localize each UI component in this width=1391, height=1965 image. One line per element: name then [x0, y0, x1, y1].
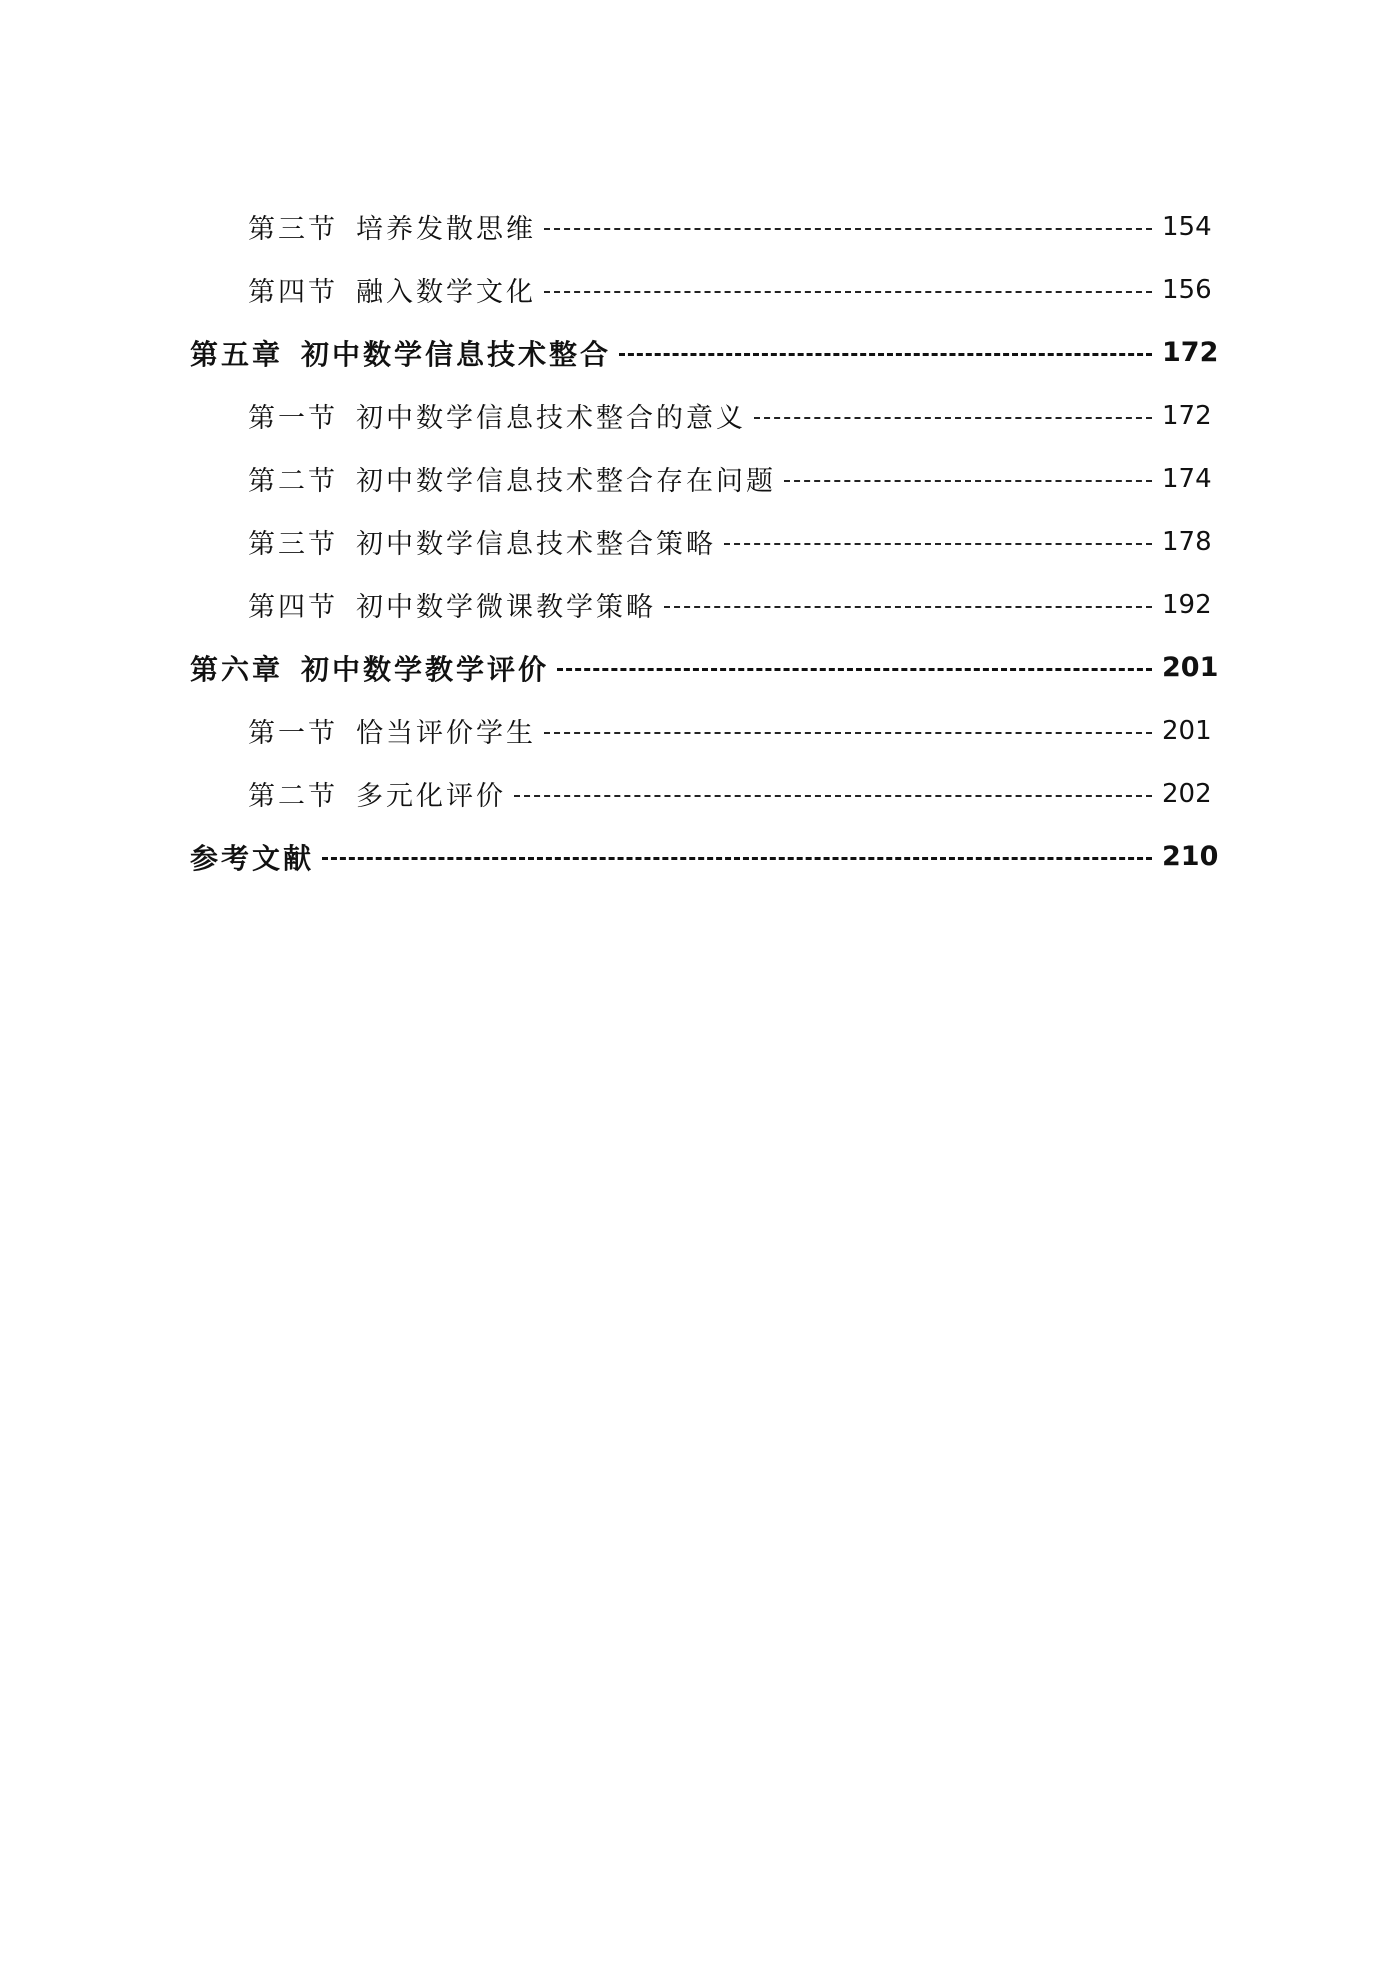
toc-entry-number: 第六章 [190, 652, 284, 686]
dotted-leader [724, 543, 1152, 545]
dotted-leader [514, 795, 1152, 797]
dotted-leader [754, 417, 1152, 419]
toc-entry-page: 202 [1162, 778, 1212, 809]
toc-entry-title: 初中数学信息技术整合 [301, 337, 612, 371]
toc-entry-number: 第五章 [190, 337, 284, 371]
toc-entry-title: 初中数学信息技术整合的意义 [356, 403, 746, 434]
toc-entry-section[interactable] [190, 699, 1210, 762]
toc-entry-page: 156 [1162, 274, 1212, 305]
toc-entry-label [248, 270, 536, 309]
toc-entry-page: 172 [1162, 400, 1212, 431]
toc-entry-chapter[interactable] [190, 321, 1219, 384]
dotted-leader [557, 668, 1152, 671]
toc-entry-label [248, 396, 746, 435]
toc-entry-references[interactable] [190, 825, 1219, 888]
dotted-leader [544, 228, 1152, 230]
toc-entry-label [190, 333, 611, 373]
toc-entry-number: 第一节 [248, 403, 338, 434]
toc-entry-label [248, 711, 536, 750]
dotted-leader [544, 291, 1152, 293]
toc-entry-label [190, 648, 549, 688]
toc-entry-title: 初中数学微课教学策略 [356, 592, 656, 623]
toc-entry-label [248, 459, 776, 498]
toc-entry-title: 初中数学信息技术整合策略 [356, 529, 716, 560]
dotted-leader [784, 480, 1152, 482]
toc-entry-title: 多元化评价 [356, 781, 506, 812]
toc-entry-title: 恰当评价学生 [356, 718, 536, 749]
toc-entry-label [248, 774, 506, 813]
toc-entry-page: 192 [1162, 589, 1212, 620]
toc-entry-page: 178 [1162, 526, 1212, 557]
toc-entry-page: 172 [1162, 337, 1219, 368]
toc-entry-label [248, 522, 716, 561]
toc-entry-title: 参考文献 [190, 841, 315, 875]
table-of-contents [190, 195, 1219, 888]
toc-entry-chapter[interactable] [190, 636, 1219, 699]
toc-entry-page: 174 [1162, 463, 1212, 494]
dotted-leader [664, 606, 1152, 608]
toc-entry-page: 154 [1162, 211, 1212, 242]
toc-entry-title: 培养发散思维 [356, 214, 536, 245]
toc-entry-number: 第四节 [248, 592, 338, 623]
dotted-leader [322, 857, 1152, 860]
toc-entry-number: 第三节 [248, 529, 338, 560]
toc-entry-number: 第三节 [248, 214, 338, 245]
toc-entry-section[interactable] [190, 384, 1210, 447]
toc-entry-section[interactable] [190, 510, 1210, 573]
toc-entry-section[interactable] [190, 258, 1210, 321]
toc-entry-title: 融入数学文化 [356, 277, 536, 308]
toc-entry-number: 第二节 [248, 466, 338, 497]
toc-entry-page: 201 [1162, 715, 1212, 746]
toc-entry-number: 第一节 [248, 718, 338, 749]
toc-entry-label [190, 837, 314, 877]
toc-entry-section[interactable] [190, 447, 1210, 510]
toc-entry-number: 第四节 [248, 277, 338, 308]
toc-entry-section[interactable] [190, 573, 1210, 636]
toc-entry-title: 初中数学教学评价 [301, 652, 550, 686]
dotted-leader [544, 732, 1152, 734]
toc-entry-number: 第二节 [248, 781, 338, 812]
toc-entry-section[interactable] [190, 762, 1210, 825]
toc-entry-page: 210 [1162, 841, 1219, 872]
toc-entry-title: 初中数学信息技术整合存在问题 [356, 466, 776, 497]
dotted-leader [619, 353, 1152, 356]
toc-entry-label [248, 585, 656, 624]
toc-entry-page: 201 [1162, 652, 1219, 683]
toc-entry-label [248, 207, 536, 246]
toc-entry-section[interactable] [190, 195, 1210, 258]
